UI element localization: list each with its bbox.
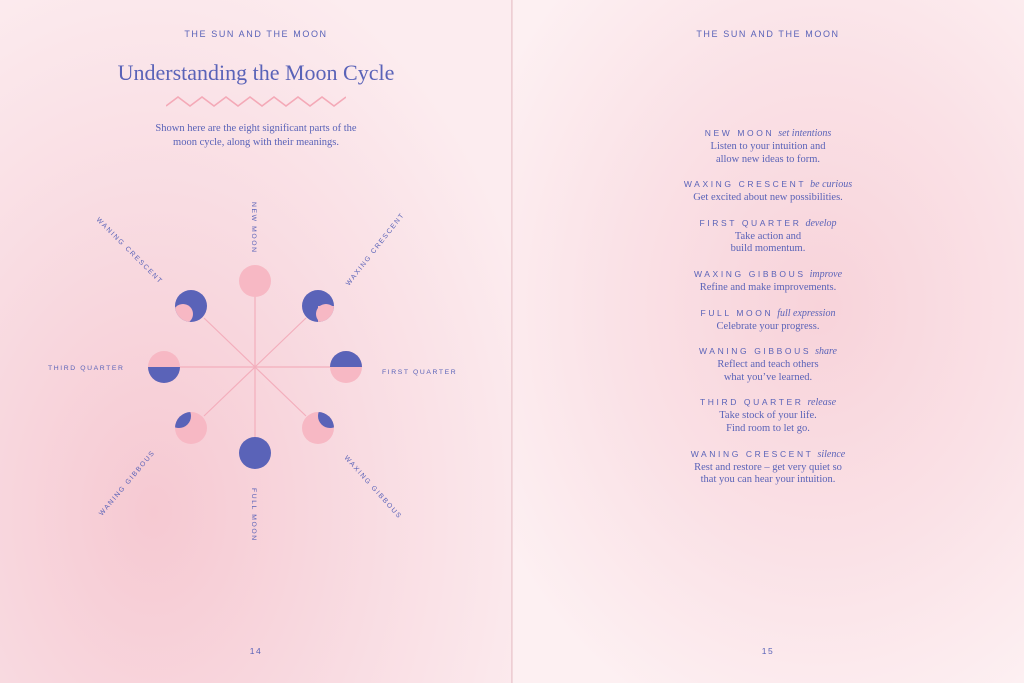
phase-name: FIRST QUARTER xyxy=(699,217,802,228)
page-number: 15 xyxy=(761,646,775,656)
phase-list xyxy=(512,127,1024,499)
page-title: Understanding the Moon Cycle xyxy=(117,60,395,85)
phase-name: THIRD QUARTER xyxy=(699,397,804,408)
phase-entry xyxy=(512,307,1024,334)
intro-line: moon cycle, along with their meanings. xyxy=(173,137,339,148)
phase-name: WANING CRESCENT xyxy=(690,448,814,459)
phase-entry xyxy=(512,268,1024,295)
intro-line: Shown here are the eight significant parts of the xyxy=(155,123,357,134)
phase-description: Find room to let go. xyxy=(726,422,810,434)
new-moon-icon xyxy=(239,265,271,297)
label-third-quarter: THIRD QUARTER xyxy=(48,365,125,372)
moon-cycle-diagram xyxy=(0,180,512,560)
label-waxing-crescent: WAXING CRESCENT xyxy=(345,211,407,288)
phase-keyword: set intentions xyxy=(778,128,832,139)
label-waning-gibbous: WANING GIBBOUS xyxy=(98,449,157,518)
phase-description: that you can hear your intuition. xyxy=(700,474,836,486)
phase-keyword: release xyxy=(807,397,837,409)
intro-text xyxy=(100,122,412,150)
waning-crescent-icon xyxy=(173,290,207,324)
phase-keyword: improve xyxy=(809,268,843,280)
phase-keyword: silence xyxy=(817,448,846,460)
phase-description: Take action and xyxy=(734,230,802,242)
phase-name: FULL MOON xyxy=(700,307,774,318)
phase-description: Rest and restore – get very quiet so xyxy=(694,461,842,473)
phase-entry xyxy=(512,127,1024,166)
phase-description: what you’ve learned. xyxy=(723,371,813,383)
label-first-quarter: FIRST QUARTER xyxy=(382,369,458,376)
book-gutter xyxy=(511,0,513,683)
first-quarter-icon xyxy=(330,351,362,383)
phase-name: NEW MOON xyxy=(704,128,775,138)
phase-entry xyxy=(512,217,1024,256)
phase-entry xyxy=(512,448,1024,487)
phase-entry xyxy=(512,345,1024,384)
phase-description: Refine and make improvements. xyxy=(699,281,837,293)
phase-description: Reflect and teach others xyxy=(717,359,819,371)
zigzag-ornament xyxy=(166,94,346,108)
phase-description: allow new ideas to form. xyxy=(715,153,821,165)
label-waxing-gibbous: WAXING GIBBOUS xyxy=(342,454,403,521)
waxing-crescent-icon xyxy=(302,290,336,324)
phase-name: WAXING GIBBOUS xyxy=(693,268,806,279)
waxing-gibbous-icon xyxy=(302,404,342,444)
page-number: 14 xyxy=(249,646,263,656)
phase-keyword: develop xyxy=(805,217,837,229)
right-page xyxy=(512,0,1024,683)
phase-description: build momentum. xyxy=(730,243,806,255)
running-head: THE SUN AND THE MOON xyxy=(184,29,328,39)
phase-keyword: full expression xyxy=(777,307,836,319)
third-quarter-icon xyxy=(148,351,180,383)
phase-description: Get excited about new possibilities. xyxy=(693,192,843,204)
label-new-moon: NEW MOON xyxy=(250,202,257,254)
phase-name: WAXING CRESCENT xyxy=(683,179,807,190)
phase-keyword: share xyxy=(815,346,837,358)
phase-entry xyxy=(512,178,1024,205)
phase-description: Listen to your intuition and xyxy=(710,141,826,152)
phase-description: Take stock of your life. xyxy=(719,410,817,422)
waning-gibbous-icon xyxy=(167,404,207,444)
phase-entry xyxy=(512,396,1024,435)
label-full-moon: FULL MOON xyxy=(250,488,257,542)
label-waning-crescent: WANING CRESCENT xyxy=(94,216,164,286)
running-head: THE SUN AND THE MOON xyxy=(696,29,840,39)
phase-name: WANING GIBBOUS xyxy=(699,346,812,357)
full-moon-icon xyxy=(239,437,271,469)
phase-keyword: be curious xyxy=(810,179,853,191)
phase-description: Celebrate your progress. xyxy=(716,320,820,332)
